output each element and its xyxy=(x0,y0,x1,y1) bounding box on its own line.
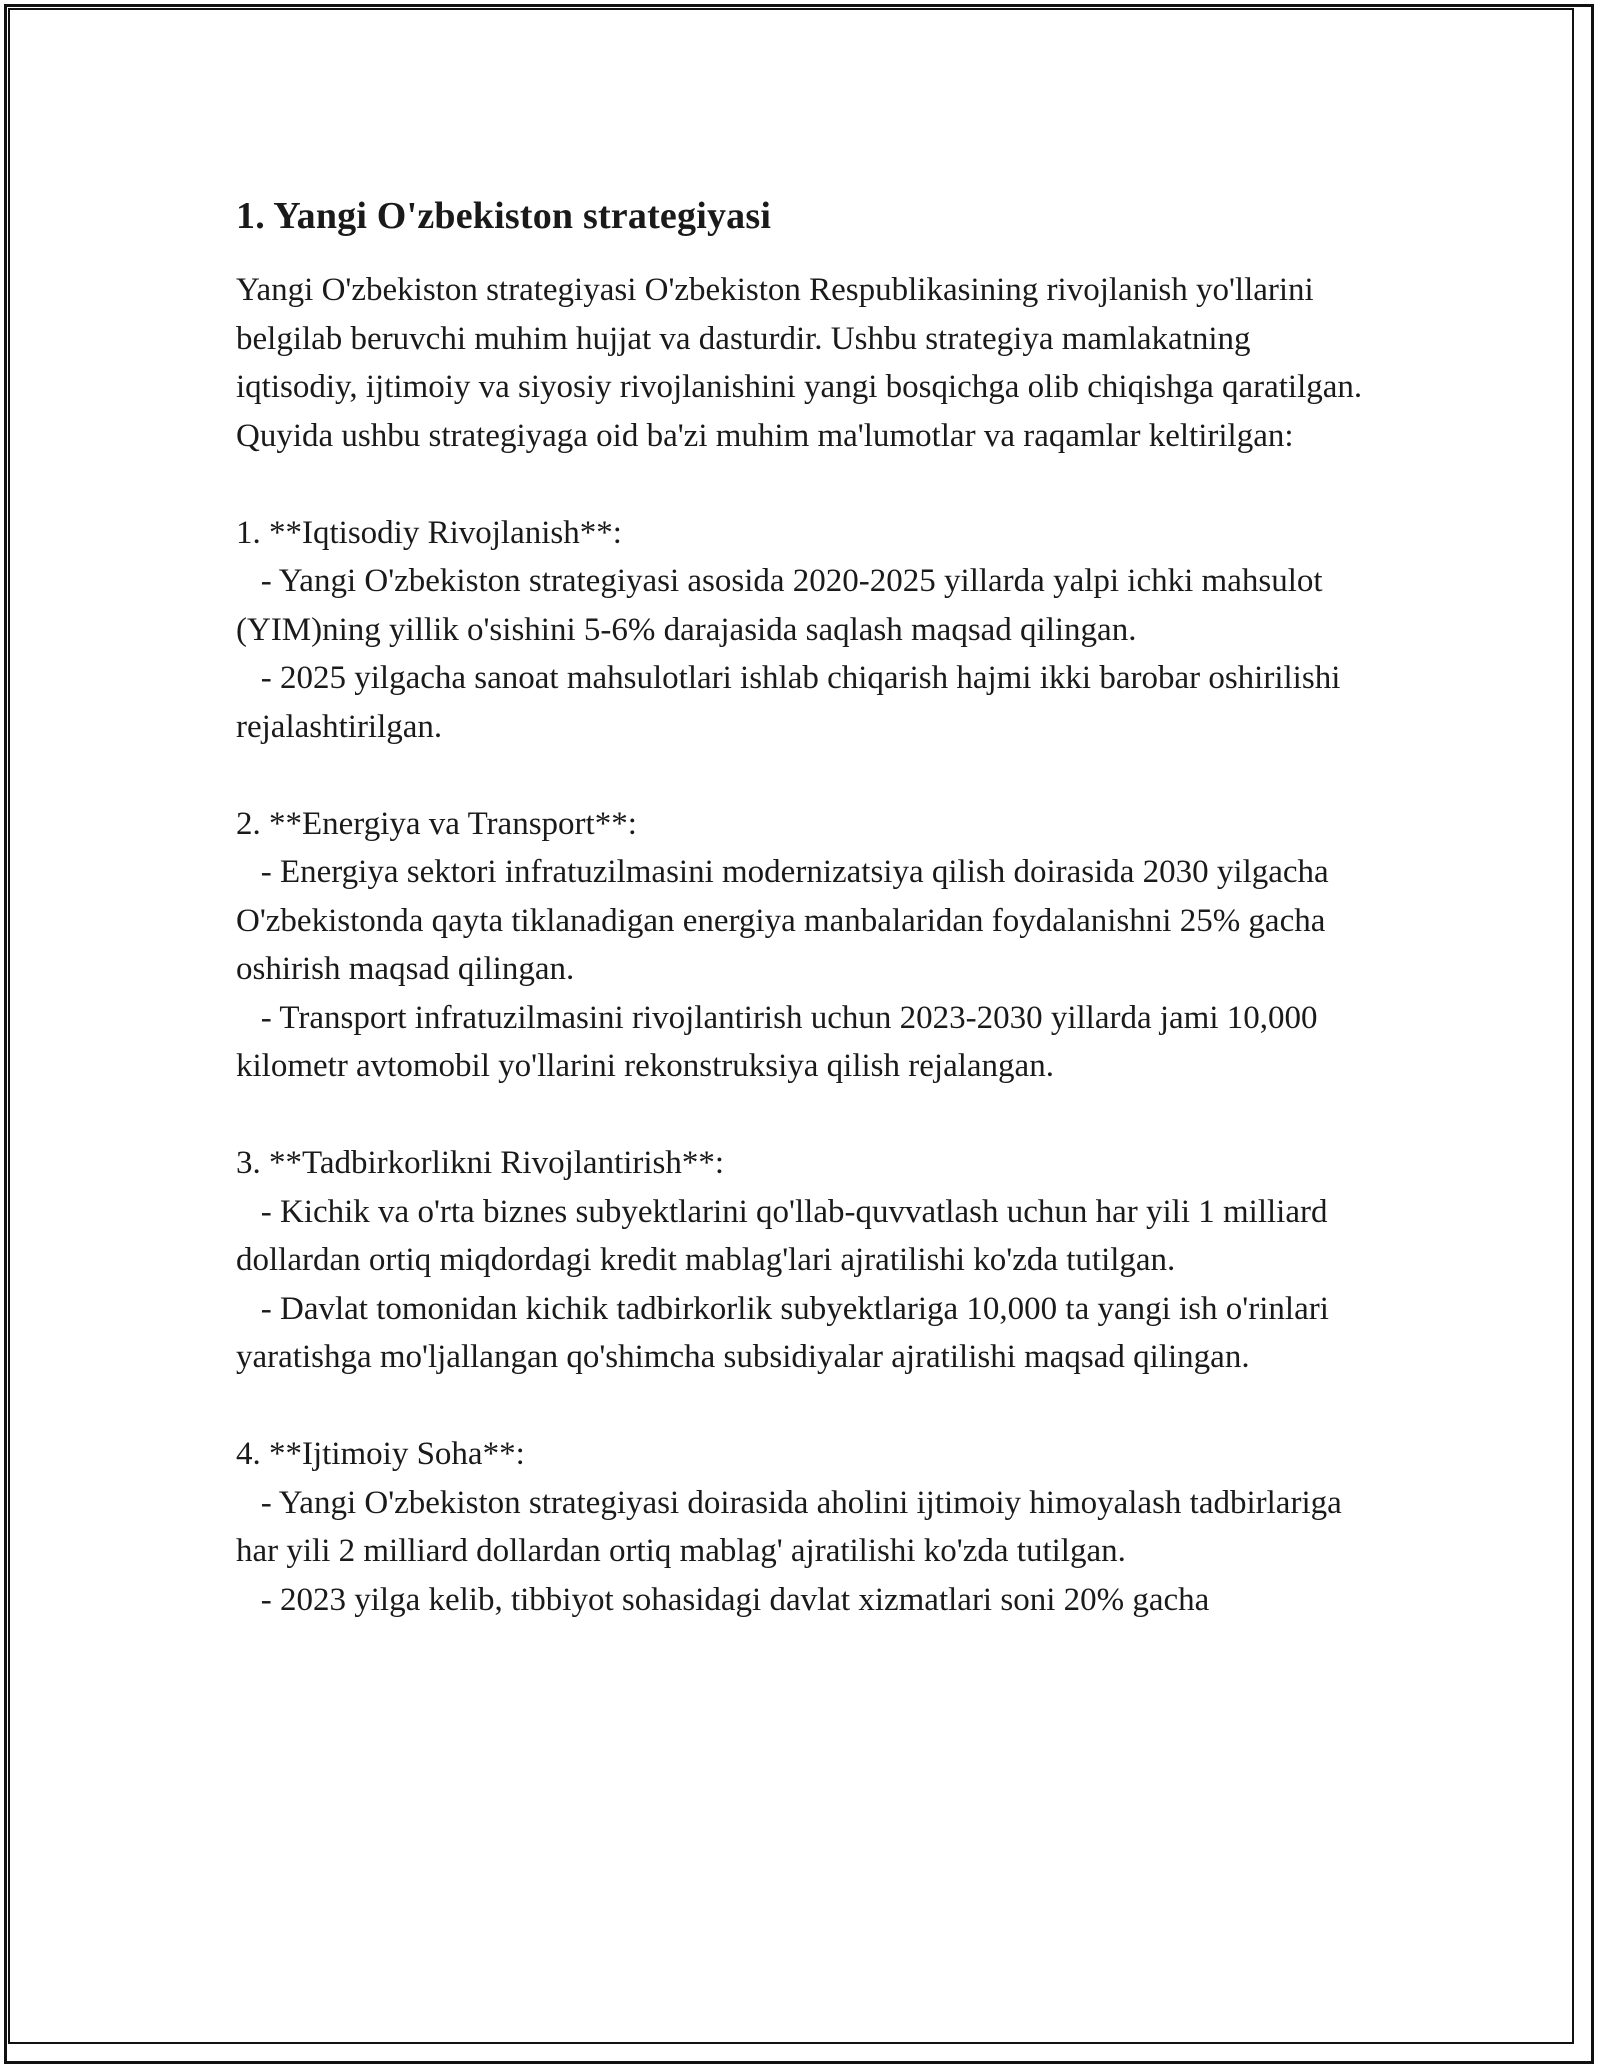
document-body: Yangi O'zbekiston strategiyasi O'zbekiston Respublikasining rivojlanish yo'llarini belgilab beruvchi muhim hujjat va dasturdir. Ushbu strategiya mamlakatning iqtisodiy, ijtimoiy va siyosiy rivojlanishini yangi bosqichga olib chiqishga qaratilgan. Quyida ushbu strategiyaga oid ba'zi muhim ma'lumotlar va raqamlar keltirilgan: 1. **Iqtisodiy Rivojlanish**: - Yangi O'zbekiston strategiyasi asosida 2020-2025 yillarda yalpi ichki mahsulot (YIM)ning yillik o'sishini 5-6% darajasida saqlash maqsad qilingan. - 2025 yilgacha sanoat mahsulotlari ishlab chiqarish hajmi ikki barobar oshirilishi rejalashtirilgan. 2. **Energiya va Transport**: - Energiya sektori infratuzilmasini modernizatsiya qilish doirasida 2030 yilgacha O'zbekistonda qayta tiklanadigan energiya manbalaridan foydalanishni 25% gacha oshirish maqsad qilingan. - Transport infratuzilmasini rivojlantirish uchun 2023-2030 yillarda jami 10,000 kilometr avtomobil yo'llarini rekonstruksiya qilish rejalangan. 3. **Tadbirkorlikni Rivojlantirish**: - Kichik va o'rta biznes subyektlarini qo'llab-quvvatlash uchun har yili 1 milliard dollardan ortiq miqdordagi kredit mablag'lari ajratilishi ko'zda tutilgan. - Davlat tomonidan kichik tadbirkorlik subyektlariga 10,000 ta yangi ish o'rinlari yaratishga mo'ljallangan qo'shimcha subsidiyalar ajratilishi maqsad qilingan. 4. **Ijtimoiy Soha**: - Yangi O'zbekiston strategiyasi doirasida aholini ijtimoiy himoyalash tadbirlariga har yili 2 milliard dollardan ortiq mablag' ajratilishi ko'zda tutilgan. - 2023 yilga kelib, tibbiyot sohasidagi davlat xizmatlari soni 20% gacha xyxy=(236,272,1363,1618)
document-title: 1. Yangi O'zbekiston strategiyasi xyxy=(236,195,772,237)
document-content xyxy=(236,186,1366,1624)
